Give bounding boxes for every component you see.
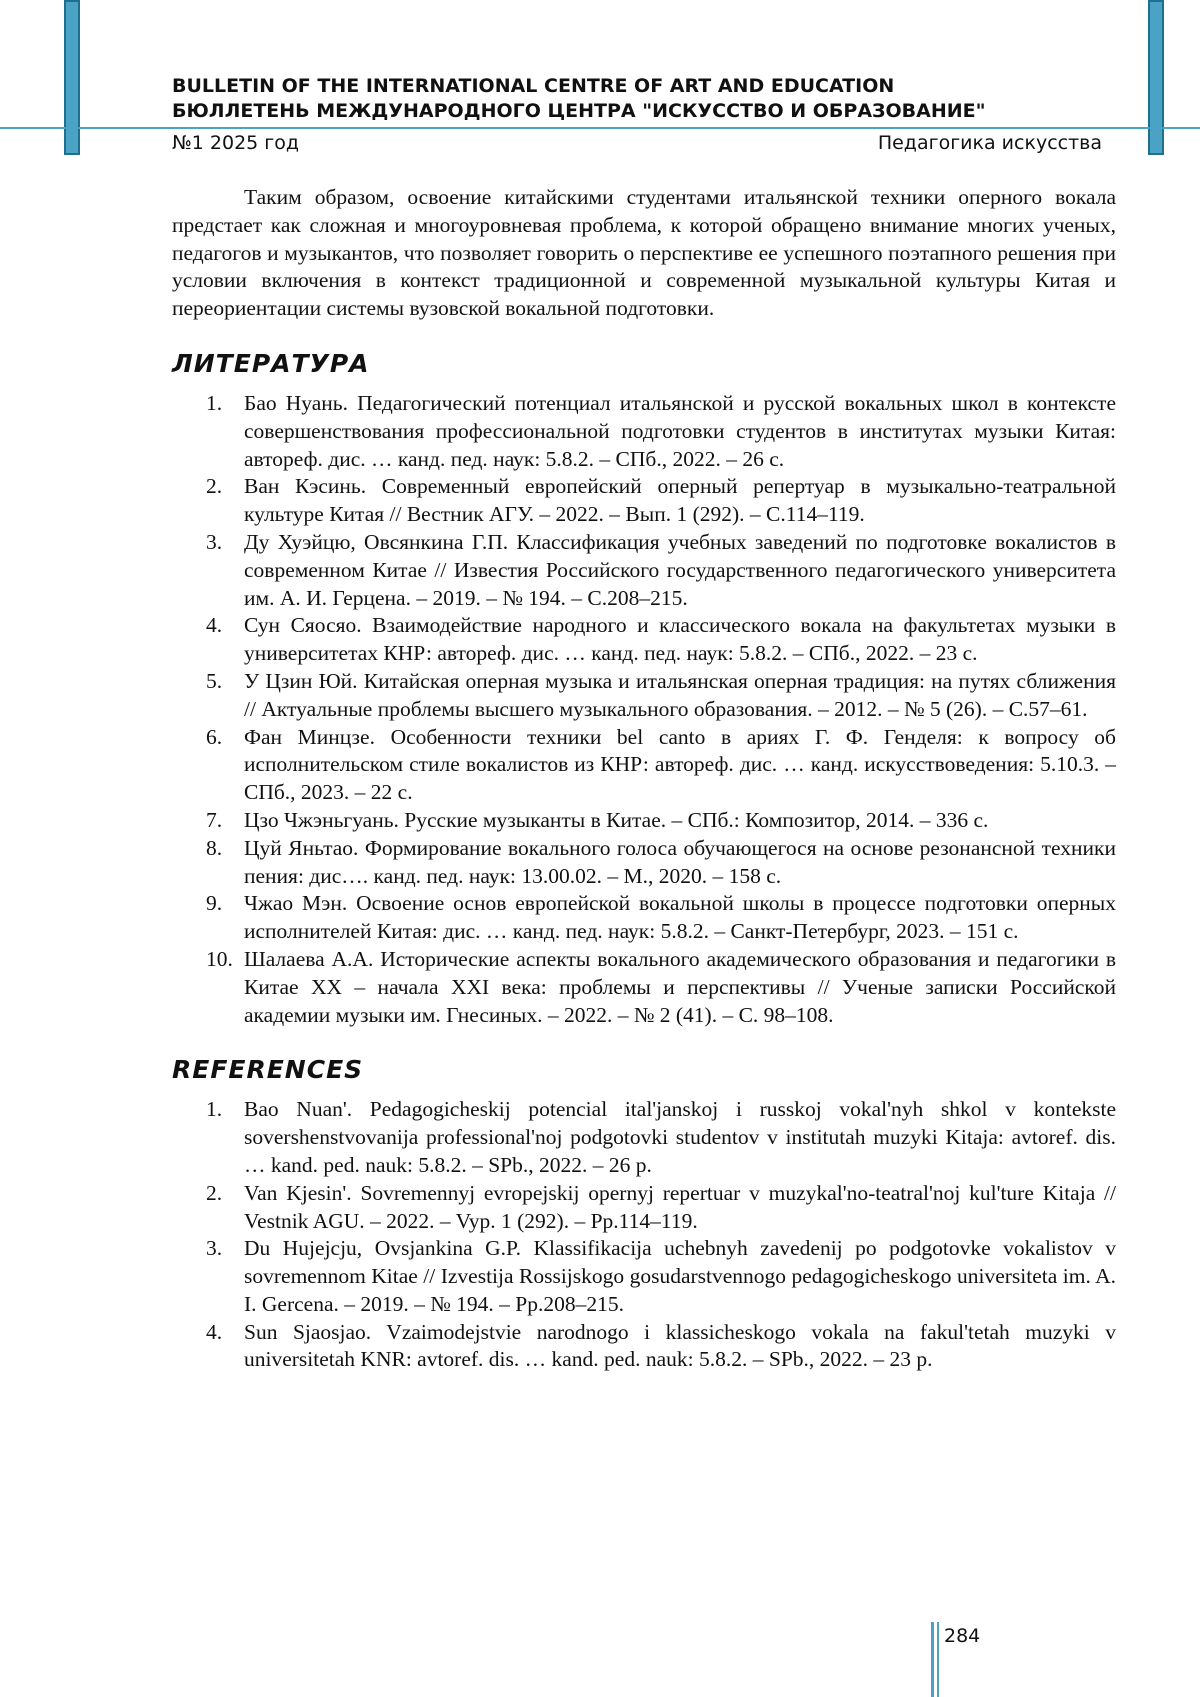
literature-item-text: Сун Сяосяо. Взаимодействие народного и классического вокала на факультетах музыки в университетах КНР: автореф. дис. … канд. пед. наук: 5.8.2. – СПб., 2022. – 23 с. [244,613,1116,666]
references-item-number: 3. [206,1236,223,1261]
literature-item-text: Шалаева А.А. Исторические аспекты вокального академического образования и педагогики в Китае XX – начала XXI века: проблемы и перспективы // Ученые записки Российской академии музыки им. Гнесиных. – 2022. – № 2 (41). – С. 98–108. [244,946,1116,1027]
journal-title-en: BULLETIN OF THE INTERNATIONAL CENTRE OF ART AND EDUCATION [172,75,895,97]
literature-heading: ЛИТЕРАТУРА [172,348,370,378]
references-item [172,1096,1116,1179]
literature-item [172,807,1116,835]
references-item-text: Van Kjesin'. Sovremennyj evropejskij opernyj repertuar v muzykal'no-teatral'noj kul'ture Kitaja // Vestnik AGU. – 2022. – Vyp. 1 (292). – Pp.114–119. [244,1180,1116,1233]
journal-title-ru: БЮЛЛЕТЕНЬ МЕЖДУНАРОДНОГО ЦЕНТРА "ИСКУССТВО И ОБРАЗОВАНИЕ" [172,100,986,122]
literature-item-number: 5. [206,668,223,693]
literature-item-number: 8. [206,835,223,860]
literature-list [172,390,1116,1029]
page-number: 284 [944,1625,981,1647]
literature-item [172,890,1116,946]
references-heading: REFERENCES [172,1055,364,1085]
literature-item-text: Цзо Чжэньгуань. Русские музыканты в Китае. – СПб.: Композитор, 2014. – 336 с. [244,807,989,832]
literature-item [172,390,1116,473]
literature-item-text: Ван Кэсинь. Современный европейский оперный репертуар в музыкально-театральной культуре Китая // Вестник АГУ. – 2022. – Вып. 1 (292). – С.114–119. [244,474,1116,527]
literature-item-number: 3. [206,529,223,554]
literature-item-text: Цуй Яньтао. Формирование вокального голоса обучающегося на основе резонансной техники пения: дис…. канд. пед. наук: 13.00.02. – М., 2020. – 158 с. [244,835,1116,888]
page-number-bar-thin [937,1622,939,1697]
literature-item [172,529,1116,612]
literature-item-text: Чжао Мэн. Освоение основ европейской вокальной школы в процессе подготовки оперных исполнителей Китая: дис. … канд. пед. наук: 5.8.2. – Санкт-Петербург, 2023. – 151 с. [244,891,1116,944]
right-accent-bar [1148,0,1164,155]
references-item-text: Du Hujejcju, Ovsjankina G.P. Klassifikacija uchebnyh zavedenij po podgotovke vokalistov v sovremennom Kitae // Izvestija Rossijskogo gosudarstvennogo pedagogicheskogo universiteta im. A. I. Gercena. – 2019. – № 194. – Pp.208–215. [244,1236,1116,1316]
page-content [172,184,1116,1374]
literature-item-text: У Цзин Юй. Китайская оперная музыка и итальянская оперная традиция: на путях сближения // Актуальные проблемы высшего музыкального образования. – 2012. – № 5 (26). – С.57–61. [244,668,1116,721]
references-item [172,1235,1116,1318]
references-list [172,1096,1116,1374]
literature-item-text: Фан Минцзе. Особенности техники bel canto в ариях Г. Ф. Генделя: к вопросу об исполнительском стиле вокалистов из КНР: автореф. дис. … канд. искусствоведения: 5.10.3. – СПб., 2023. – 22 с. [244,724,1116,805]
references-item [172,1180,1116,1236]
body-paragraph: Таким образом, освоение китайскими студентами итальянской техники оперного вокала предстает как сложная и многоуровневая проблема, к которой обращено внимание многих ученых, педагогов и музыкантов, что позволяет говорить о перспективе ее успешного поэтапного решения при условии включения в контекст традиционной и современной музыкальной культуры Китая и переориентации системы вузовской вокальной подготовки. [172,185,1116,321]
literature-item-text: Бао Нуань. Педагогический потенциал итальянской и русской вокальных школ в контексте совершенствования профессиональной подготовки студентов в институтах музыки Китая: автореф. дис. … канд. пед. наук: 5.8.2. – СПб., 2022. – 26 с. [244,390,1116,471]
left-accent-bar [64,0,80,155]
literature-item [172,835,1116,891]
literature-item-number: 7. [206,807,223,832]
section-label: Педагогика искусства [877,132,1102,154]
literature-item-number: 4. [206,613,223,638]
references-item [172,1319,1116,1375]
literature-item [172,473,1116,529]
literature-item [172,668,1116,724]
issue-label: №1 2025 год [172,132,300,154]
literature-item-number: 6. [206,724,223,749]
references-item-number: 1. [206,1097,223,1122]
references-item-text: Sun Sjaosjao. Vzaimodejstvie narodnogo i klassicheskogo vokala na fakul'tetah muzyki v universitetah KNR: avtoref. dis. … kand. ped. nauk: 5.8.2. – SPb., 2022. – 23 p. [244,1319,1116,1372]
page-number-bar [931,1622,934,1697]
literature-item [172,612,1116,668]
references-item-text: Bao Nuan'. Pedagogicheskij potencial ital'janskoj i russkoj vokal'nyh shkol v kontekste sovershenstvovanija professional'noj podgotovki studentov v institutah muzyki Kitaja: avtoref. dis. … kand. ped. nauk: 5.8.2. – SPb., 2022. – 26 p. [244,1097,1116,1177]
literature-item-number: 2. [206,474,223,499]
literature-item-number: 9. [206,891,223,916]
literature-item [172,724,1116,807]
journal-title [172,74,1072,124]
literature-item-text: Ду Хуэйцю, Овсянкина Г.П. Классификация учебных заведений по подготовке вокалистов в современном Китае // Известия Российского государственного педагогического университета им. А. И. Герцена. – 2019. – № 194. – С.208–215. [244,529,1116,610]
literature-item [172,946,1116,1029]
references-item-number: 2. [206,1180,223,1205]
header-rule [0,127,1200,129]
literature-item-number: 10. [206,946,233,971]
literature-item-number: 1. [206,390,223,415]
references-item-number: 4. [206,1319,223,1344]
